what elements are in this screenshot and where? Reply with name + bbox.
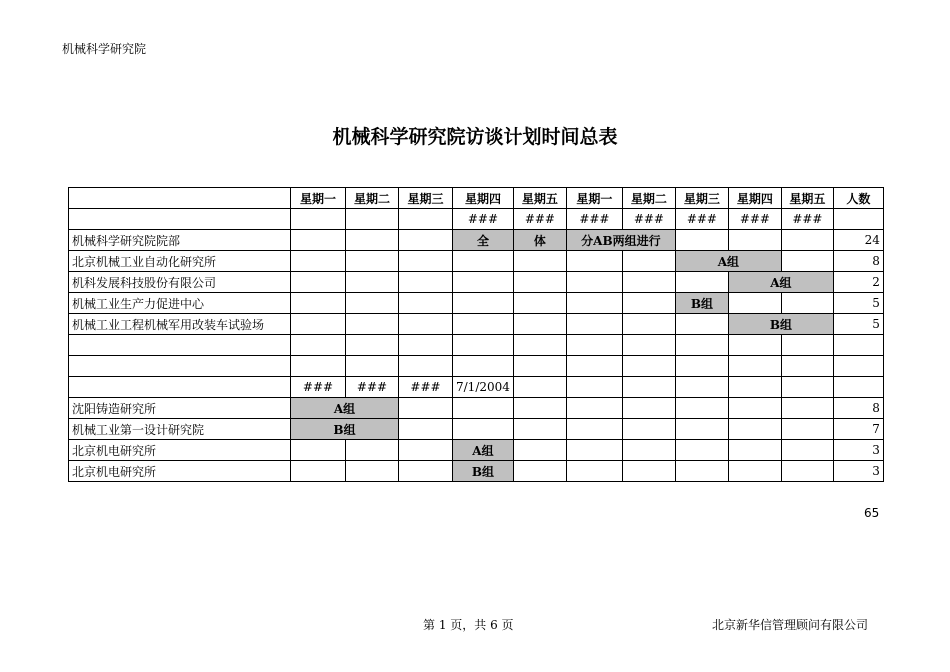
date-cell: ### [453, 209, 514, 230]
col-header: 星期一 [291, 188, 346, 209]
org-name: 机械工业第一设计研究院 [69, 419, 291, 440]
date-cell: 7/1/2004 [453, 377, 514, 398]
count-cell: 5 [833, 293, 883, 314]
footer-company: 北京新华信管理顾问有限公司 [712, 618, 869, 632]
count-cell: 3 [833, 440, 883, 461]
date-cell: ### [728, 209, 781, 230]
date-cell: ### [622, 209, 675, 230]
org-name: 沈阳铸造研究所 [69, 398, 291, 419]
org-name: 北京机械工业自动化研究所 [69, 251, 291, 272]
col-header: 星期二 [622, 188, 675, 209]
page-number: 第 1 页，共 6 页 [423, 618, 514, 632]
date-cell: ### [399, 377, 453, 398]
count-cell: 24 [833, 230, 883, 251]
schedule-bar: B组 [675, 293, 728, 314]
table-row [69, 419, 884, 440]
schedule-bar: B组 [728, 314, 833, 335]
date-cell: ### [513, 209, 566, 230]
header-row [69, 188, 884, 209]
schedule-bar: A组 [291, 398, 399, 419]
org-name: 机械工业生产力促进中心 [69, 293, 291, 314]
date-row-week1 [69, 209, 884, 230]
col-header: 星期三 [399, 188, 453, 209]
org-name: 机械工业工程机械军用改装车试验场 [69, 314, 291, 335]
empty-row [69, 356, 884, 377]
org-name: 机械科学研究院院部 [69, 230, 291, 251]
col-header: 星期四 [453, 188, 514, 209]
schedule-bar: A组 [453, 440, 514, 461]
table-row [69, 398, 884, 419]
col-header: 星期五 [781, 188, 833, 209]
date-row-week2 [69, 377, 884, 398]
count-cell: 3 [833, 461, 883, 482]
table-row [69, 293, 884, 314]
table-row [69, 272, 884, 293]
page-header: 机械科学研究院 [62, 42, 147, 56]
col-header: 星期五 [513, 188, 566, 209]
empty-row [69, 335, 884, 356]
table-row [69, 461, 884, 482]
total-count: 65 [864, 506, 880, 520]
table-row [69, 314, 884, 335]
date-cell: ### [291, 377, 346, 398]
org-name: 北京机电研究所 [69, 461, 291, 482]
col-header: 星期四 [728, 188, 781, 209]
schedule-bar: A组 [675, 251, 781, 272]
count-cell: 5 [833, 314, 883, 335]
count-cell: 8 [833, 251, 883, 272]
table-row [69, 251, 884, 272]
col-header: 星期三 [675, 188, 728, 209]
org-name: 机科发展科技股份有限公司 [69, 272, 291, 293]
date-cell: ### [675, 209, 728, 230]
col-header: 星期一 [566, 188, 622, 209]
schedule-bar: A组 [728, 272, 833, 293]
table-row [69, 230, 884, 251]
count-cell: 8 [833, 398, 883, 419]
count-cell: 7 [833, 419, 883, 440]
table-row [69, 440, 884, 461]
col-header: 星期二 [346, 188, 399, 209]
schedule-bar: B组 [291, 419, 399, 440]
schedule-bar: 分AB两组进行 [566, 230, 675, 251]
date-cell: ### [346, 377, 399, 398]
page-title: 机械科学研究院访谈计划时间总表 [332, 126, 618, 148]
corner-cell [69, 188, 291, 209]
col-header-count: 人数 [833, 188, 883, 209]
count-cell: 2 [833, 272, 883, 293]
schedule-table [68, 187, 884, 482]
org-name: 北京机电研究所 [69, 440, 291, 461]
schedule-bar: 体 [513, 230, 566, 251]
date-cell: ### [781, 209, 833, 230]
schedule-bar: B组 [453, 461, 514, 482]
schedule-bar: 全 [453, 230, 514, 251]
date-cell: ### [566, 209, 622, 230]
